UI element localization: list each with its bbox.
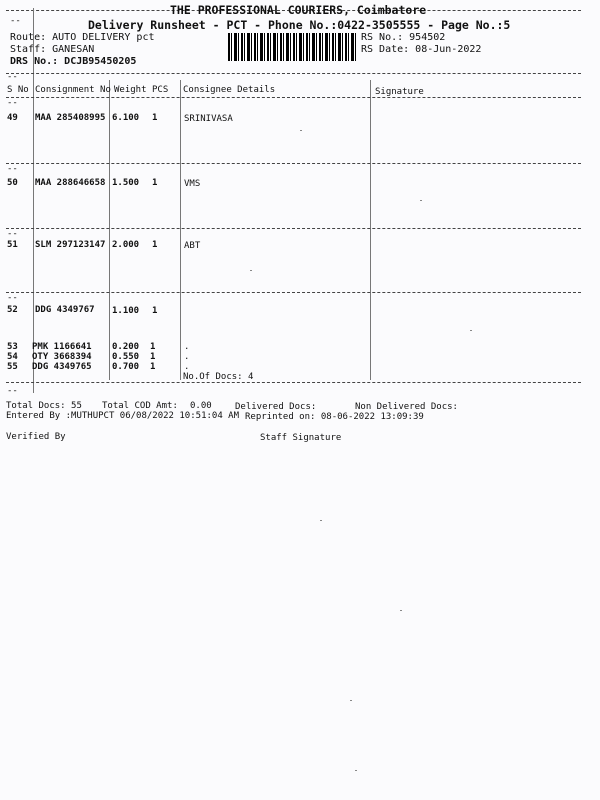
row-consignment: PMK 1166641 (32, 342, 92, 352)
scan-speck (420, 200, 422, 201)
header-rule-top (6, 73, 581, 74)
total-cod-value: 0.00 (190, 401, 212, 411)
verified-by: Verified By (6, 432, 66, 442)
row-sno: 52 (7, 305, 18, 315)
col-header-consignment: Consignment No (35, 85, 111, 95)
row-sno: 51 (7, 240, 18, 250)
row-consignee: . (184, 352, 190, 362)
scan-speck (320, 520, 322, 521)
col-header-weight: Weight (114, 85, 147, 95)
row-sno: 49 (7, 113, 18, 123)
total-cod-label: Total COD Amt: (102, 401, 178, 411)
separator-marks: -- (7, 229, 18, 239)
row-consignment: OTY 3668394 (32, 352, 92, 362)
scan-speck (300, 130, 302, 131)
total-docs: Total Docs: 55 (6, 401, 82, 411)
row-pcs: 1 (150, 362, 156, 372)
column-divider (33, 8, 34, 393)
row-weight: 0.200 (112, 342, 140, 352)
separator-marks: -- (7, 293, 18, 303)
scan-speck (350, 700, 352, 701)
row-weight: 1.100 (112, 306, 140, 316)
column-divider (109, 80, 110, 380)
separator-marks: -- (7, 72, 18, 82)
runsheet-title: Delivery Runsheet - PCT - Phone No.:0422-3505555 - Page No.:5 (88, 18, 511, 32)
row-consignment: DDG 4349767 (35, 305, 95, 315)
entered-by: Entered By :MUTHUPCT 06/08/2022 10:51:04 AM (6, 411, 239, 421)
delivered-docs: Delivered Docs: (235, 402, 317, 412)
staff-signature-label: Staff Signature (260, 433, 342, 443)
no-of-docs: No.Of Docs: 4 (183, 372, 254, 382)
column-divider (180, 80, 181, 380)
row-consignee: ABT (184, 241, 201, 251)
scan-speck (355, 770, 357, 771)
separator-marks: -- (7, 386, 18, 396)
separator-marks: -- (7, 164, 18, 174)
row-weight: 0.700 (112, 362, 140, 372)
col-header-consignee: Consignee Details (183, 85, 276, 95)
row-pcs: 1 (150, 342, 156, 352)
company-name: THE PROFESSIONAL COURIERS, Coimbatore (170, 3, 427, 17)
row-pcs: 1 (152, 306, 158, 316)
row-sno: 54 (7, 352, 18, 362)
row-pcs: 1 (150, 352, 156, 362)
table-bottom-rule (6, 382, 581, 383)
scan-speck (470, 330, 472, 331)
col-header-sno: S No (7, 85, 29, 95)
header-rule-bottom (6, 97, 581, 98)
reprinted-on: Reprinted on: 08-06-2022 13:09:39 (245, 412, 424, 422)
row-pcs: 1 (152, 113, 158, 123)
non-delivered-docs: Non Delivered Docs: (355, 402, 458, 412)
row-consignment: DDG 4349765 (32, 362, 92, 372)
row-consignee: SRINIVASA (184, 114, 233, 124)
row-consignee: VMS (184, 179, 201, 189)
row-sno: 55 (7, 362, 18, 372)
left-marks: -- (10, 16, 21, 26)
row-consignment: SLM 297123147 (35, 240, 106, 250)
row-weight: 0.550 (112, 352, 140, 362)
row-consignment: MAA 285408995 (35, 113, 106, 123)
scan-speck (250, 270, 252, 271)
row-consignee: . (184, 342, 190, 352)
row-pcs: 1 (152, 178, 158, 188)
row-weight: 6.100 (112, 113, 140, 123)
separator-marks: -- (7, 98, 18, 108)
rs-date: RS Date: 08-Jun-2022 (361, 44, 482, 55)
row-sno: 50 (7, 178, 18, 188)
row-consignee: . (184, 362, 190, 372)
barcode-image (228, 33, 356, 61)
row-rule (6, 228, 581, 229)
drs-number: DRS No.: DCJB95450205 (10, 56, 137, 67)
row-weight: 1.500 (112, 178, 140, 188)
staff-line: Staff: GANESAN (10, 44, 95, 55)
row-rule (6, 292, 581, 293)
row-consignment: MAA 288646658 (35, 178, 106, 188)
scan-speck (400, 610, 402, 611)
route-line: Route: AUTO DELIVERY pct (10, 32, 155, 43)
row-weight: 2.000 (112, 240, 140, 250)
row-pcs: 1 (152, 240, 158, 250)
row-sno: 53 (7, 342, 18, 352)
row-rule (6, 163, 581, 164)
col-header-pcs: PCS (152, 85, 169, 95)
col-header-signature: Signature (375, 87, 424, 97)
rs-number: RS No.: 954502 (361, 32, 446, 43)
column-divider (370, 80, 371, 380)
